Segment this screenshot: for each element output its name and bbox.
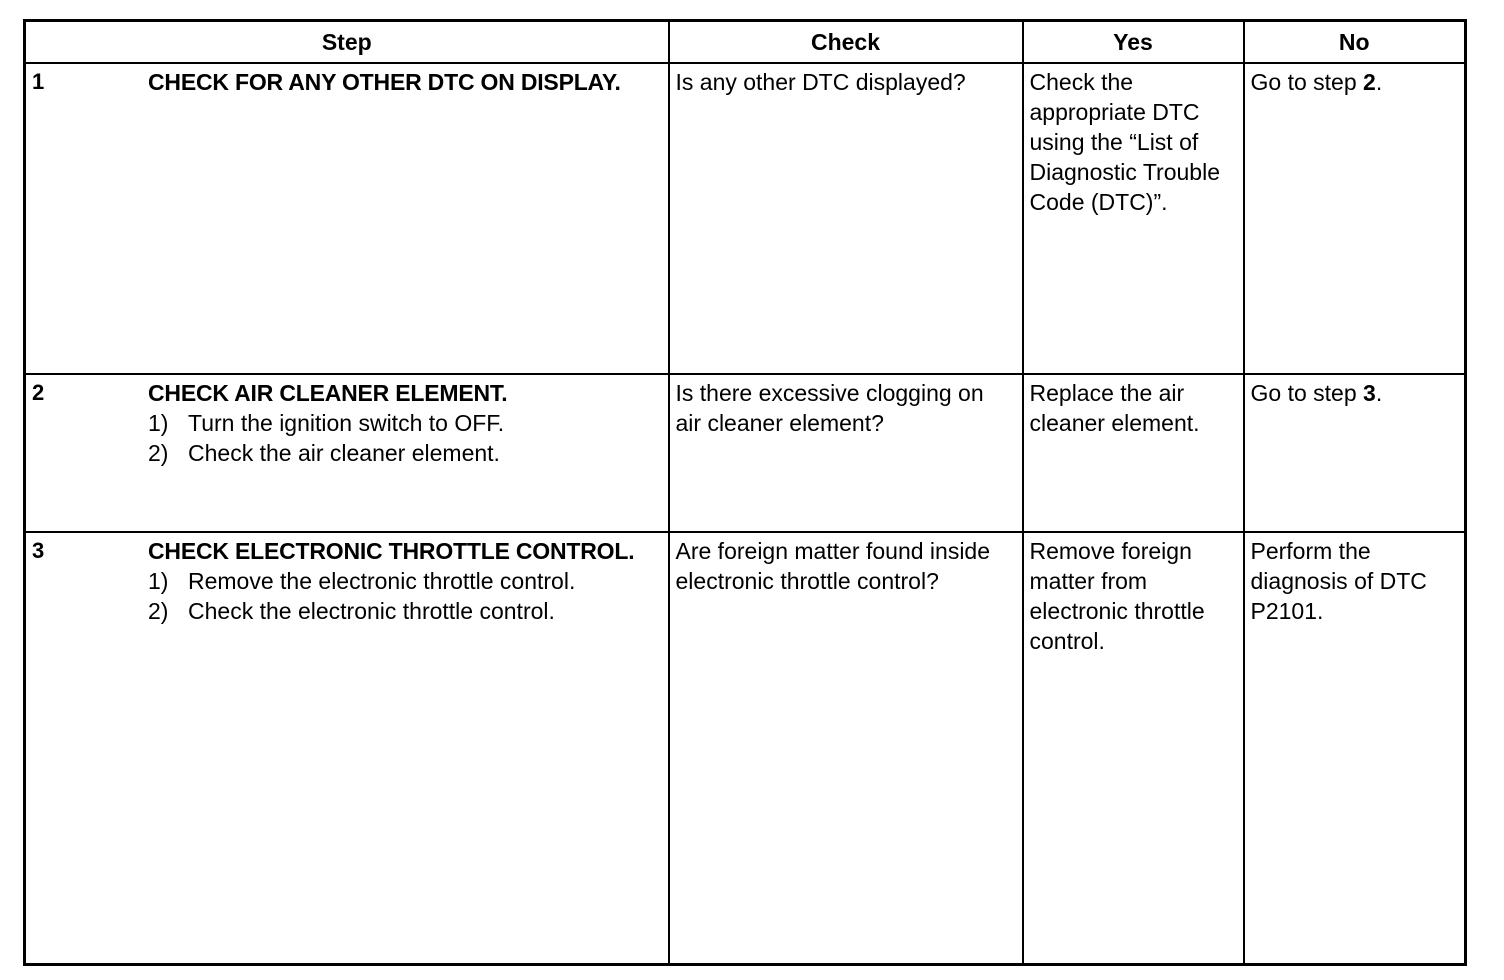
no-step-ref: 2: [1363, 69, 1376, 95]
check-cell: [669, 374, 1023, 532]
table-row: [25, 63, 1466, 374]
check-text: Are foreign matter found inside electronic throttle control?: [675, 538, 991, 594]
table-header-row: [25, 21, 1466, 64]
yes-text: Replace the air cleaner element.: [1029, 380, 1200, 436]
step-body: [148, 64, 668, 97]
substep-text: Check the electronic throttle control.: [188, 598, 555, 624]
substep-item: [148, 438, 664, 468]
table-row: [25, 532, 1466, 964]
substep-text: Turn the ignition switch to OFF.: [188, 410, 505, 436]
substep-text: Check the air cleaner element.: [188, 440, 500, 466]
no-suffix: .: [1375, 380, 1383, 406]
yes-cell: [1023, 532, 1244, 964]
step-cell: [25, 532, 669, 964]
no-text: [1245, 64, 1465, 97]
substep-list: [148, 566, 664, 626]
substep-item: [148, 566, 664, 596]
yes-cell: [1023, 374, 1244, 532]
header-step: Step: [25, 21, 669, 64]
check-text: Is there excessive clogging on air cleaner element?: [675, 380, 984, 436]
step-cell: [25, 374, 669, 532]
substep-number: 1): [148, 568, 169, 594]
no-step-ref: 3: [1363, 380, 1376, 406]
yes-cell: [1023, 63, 1244, 374]
check-cell: [669, 63, 1023, 374]
substep-number: 1): [148, 410, 169, 436]
no-prefix: Go to step: [1250, 380, 1364, 406]
substep-item: [148, 408, 664, 438]
check-cell: [669, 532, 1023, 964]
step-body: [148, 375, 668, 468]
no-text: Perform the diagnosis of DTC P2101.: [1250, 538, 1427, 624]
substep-number: 2): [148, 598, 169, 624]
substep-list: [148, 408, 664, 468]
check-text: Is any other DTC displayed?: [675, 69, 966, 95]
step-title: CHECK ELECTRONIC THROTTLE CONTROL.: [148, 538, 635, 564]
no-prefix: Go to step: [1250, 69, 1364, 95]
yes-text: Remove foreign matter from electronic throttle control.: [1029, 538, 1205, 654]
substep-item: [148, 596, 664, 626]
step-number: 2: [32, 380, 45, 405]
step-title: CHECK AIR CLEANER ELEMENT.: [148, 380, 508, 406]
header-no: No: [1244, 21, 1466, 64]
substep-text: Remove the electronic throttle control.: [188, 568, 576, 594]
diagnostic-table: [23, 19, 1467, 966]
no-cell: [1244, 532, 1466, 964]
no-text: [1245, 375, 1465, 408]
step-number: 3: [32, 538, 45, 563]
header-check: Check: [669, 21, 1023, 64]
yes-text: Check the appropriate DTC using the “List of Diagnostic Trouble Code (DTC)”.: [1029, 69, 1220, 215]
step-cell: [25, 63, 669, 374]
substep-number: 2): [148, 440, 169, 466]
step-number: 1: [32, 69, 45, 94]
no-cell: [1244, 374, 1466, 532]
no-cell: [1244, 63, 1466, 374]
no-suffix: .: [1375, 69, 1383, 95]
step-body: [148, 533, 668, 626]
table-row: [25, 374, 1466, 532]
header-yes: Yes: [1023, 21, 1244, 64]
step-title: CHECK FOR ANY OTHER DTC ON DISPLAY.: [148, 69, 621, 95]
